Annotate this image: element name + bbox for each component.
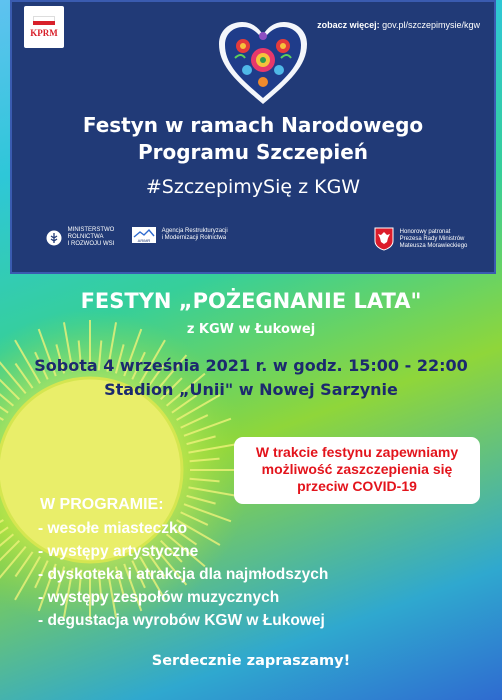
program-item: - wesołe miasteczko xyxy=(38,520,188,537)
kprm-logo-text: KPRM xyxy=(30,28,58,38)
polish-eagle-emblem-icon xyxy=(374,227,394,251)
event-date: Sobota 4 września 2021 r. w godz. 15:00 - 22:00 xyxy=(34,356,468,375)
arimr-mark: ARiMR xyxy=(137,238,151,243)
program-list xyxy=(38,517,328,632)
patron-label: Honorowy patronat Prezesa Rady Ministrów Mateusza Morawieckiego xyxy=(399,228,468,249)
link-prefix: zobacz więcej: xyxy=(317,20,380,30)
covid-line3: przeciw COVID-19 xyxy=(297,478,417,494)
event-organizer: z KGW w Łukowej xyxy=(186,322,316,337)
agency-logo xyxy=(132,227,228,243)
kprm-logo xyxy=(24,6,64,48)
agency-label: Agencja Restrukturyzacji i Modernizacji Rolnictwa xyxy=(161,228,228,241)
covid-vaccination-box xyxy=(234,437,480,504)
wheat-icon xyxy=(46,230,62,246)
polish-flag-icon xyxy=(33,16,55,24)
program-item: - degustacja wyrobów KGW w Łukowej xyxy=(38,612,325,629)
ministry-logo xyxy=(46,227,114,248)
program-item: - występy zespołów muzycznych xyxy=(38,589,280,606)
more-info-link[interactable] xyxy=(317,20,480,30)
program-heading: W PROGRAMIE: xyxy=(40,496,164,513)
arimr-icon xyxy=(132,227,156,243)
ministry-label: MINISTERSTWO ROLNICTWA I ROZWOJU WSI xyxy=(67,227,115,247)
header-banner xyxy=(10,0,496,274)
patron-logo xyxy=(374,227,467,251)
link-url[interactable]: gov.pl/szczepimysie/kgw xyxy=(382,20,480,30)
folk-heart-icon xyxy=(217,20,309,106)
header-title-line1: Festyn w ramach Narodowego xyxy=(82,113,424,137)
covid-line1: W trakcie festynu zapewniamy xyxy=(255,444,459,460)
header-title-line2: Programu Szczepień xyxy=(137,140,369,164)
event-title: FESTYN „POŻEGNANIE LATA" xyxy=(80,289,422,313)
header-title xyxy=(12,112,494,166)
program-item: - dyskoteka i atrakcja dla najmłodszych xyxy=(38,566,329,583)
event-place: Stadion „Unii" w Nowej Sarzynie xyxy=(104,380,398,399)
hashtag: #SzczepimySię z KGW xyxy=(145,176,361,198)
program-item: - występy artystyczne xyxy=(38,543,199,560)
invitation-text: Serdecznie zapraszamy! xyxy=(151,653,351,669)
covid-line2: możliwość zaszczepienia się xyxy=(261,461,453,477)
